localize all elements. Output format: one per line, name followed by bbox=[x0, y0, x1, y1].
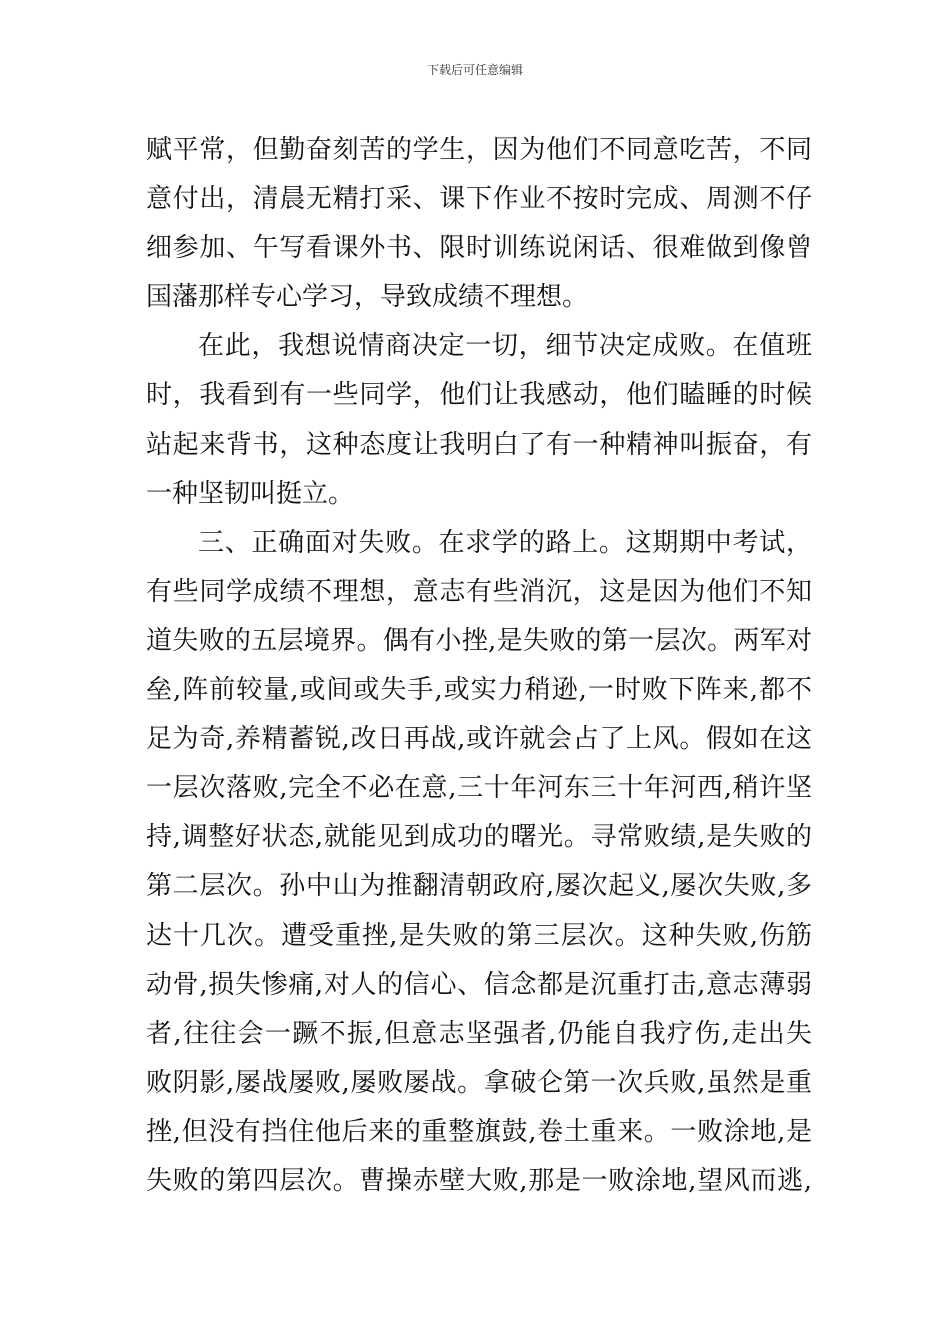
text-line: 有些同学成绩不理想，意志有些消沉，这是因为他们不知 bbox=[146, 576, 812, 607]
text-line: 败阴影,屡战屡败,屡败屡战。拿破仑第一次兵败,虽然是重 bbox=[146, 1067, 812, 1098]
text-line: 持,调整好状态,就能见到成功的曙光。寻常败绩,是失败的 bbox=[146, 822, 812, 853]
text-line: 在此，我想说情商决定一切，细节决定成败。在值班 bbox=[198, 331, 812, 362]
text-line: 失败的第四层次。曹操赤壁大败,那是一败涂地,望风而逃, bbox=[146, 1165, 812, 1196]
text-line: 赋平常，但勤奋刻苦的学生，因为他们不同意吃苦，不同 bbox=[146, 135, 812, 165]
text-line: 一种坚韧叫挺立。 bbox=[146, 478, 355, 509]
text-line: 道失败的五层境界。偶有小挫,是失败的第一层次。两军对 bbox=[146, 625, 812, 656]
text-line: 达十几次。遭受重挫,是失败的第三层次。这种失败,伤筋 bbox=[146, 920, 812, 951]
text-line: 第二层次。孙中山为推翻清朝政府,屡次起义,屡次失败,多 bbox=[146, 871, 812, 902]
body-text bbox=[146, 126, 812, 1206]
text-line: 时，我看到有一些同学，他们让我感动，他们瞌睡的时候 bbox=[146, 380, 812, 411]
text-line: 三、正确面对失败。在求学的路上。这期期中考试， bbox=[198, 527, 812, 558]
text-line: 细参加、午写看课外书、限时训练说闲话、很难做到像曾 bbox=[146, 233, 812, 264]
text-line: 站起来背书，这种态度让我明白了有一种精神叫振奋，有 bbox=[146, 429, 812, 460]
text-line: 者,往往会一蹶不振,但意志坚强者,仍能自我疗伤,走出失 bbox=[146, 1018, 812, 1049]
text-line: 意付出，清晨无精打采、课下作业不按时完成、周测不仔 bbox=[146, 184, 812, 215]
text-line: 动骨,损失惨痛,对人的信心、信念都是沉重打击,意志薄弱 bbox=[146, 969, 812, 1000]
text-line: 挫,但没有挡住他后来的重整旗鼓,卷土重来。一败涂地,是 bbox=[146, 1116, 812, 1147]
text-line: 足为奇,养精蓄锐,改日再战,或许就会占了上风。假如在这 bbox=[146, 724, 812, 755]
text-line: 垒,阵前较量,或间或失手,或实力稍逊,一时败下阵来,都不 bbox=[146, 675, 812, 706]
text-line: 国藩那样专心学习，导致成绩不理想。 bbox=[146, 282, 589, 313]
page-header: 下载后可任意编辑 bbox=[426, 63, 523, 77]
text-line: 一层次落败,完全不必在意,三十年河东三十年河西,稍许坚 bbox=[146, 773, 812, 804]
